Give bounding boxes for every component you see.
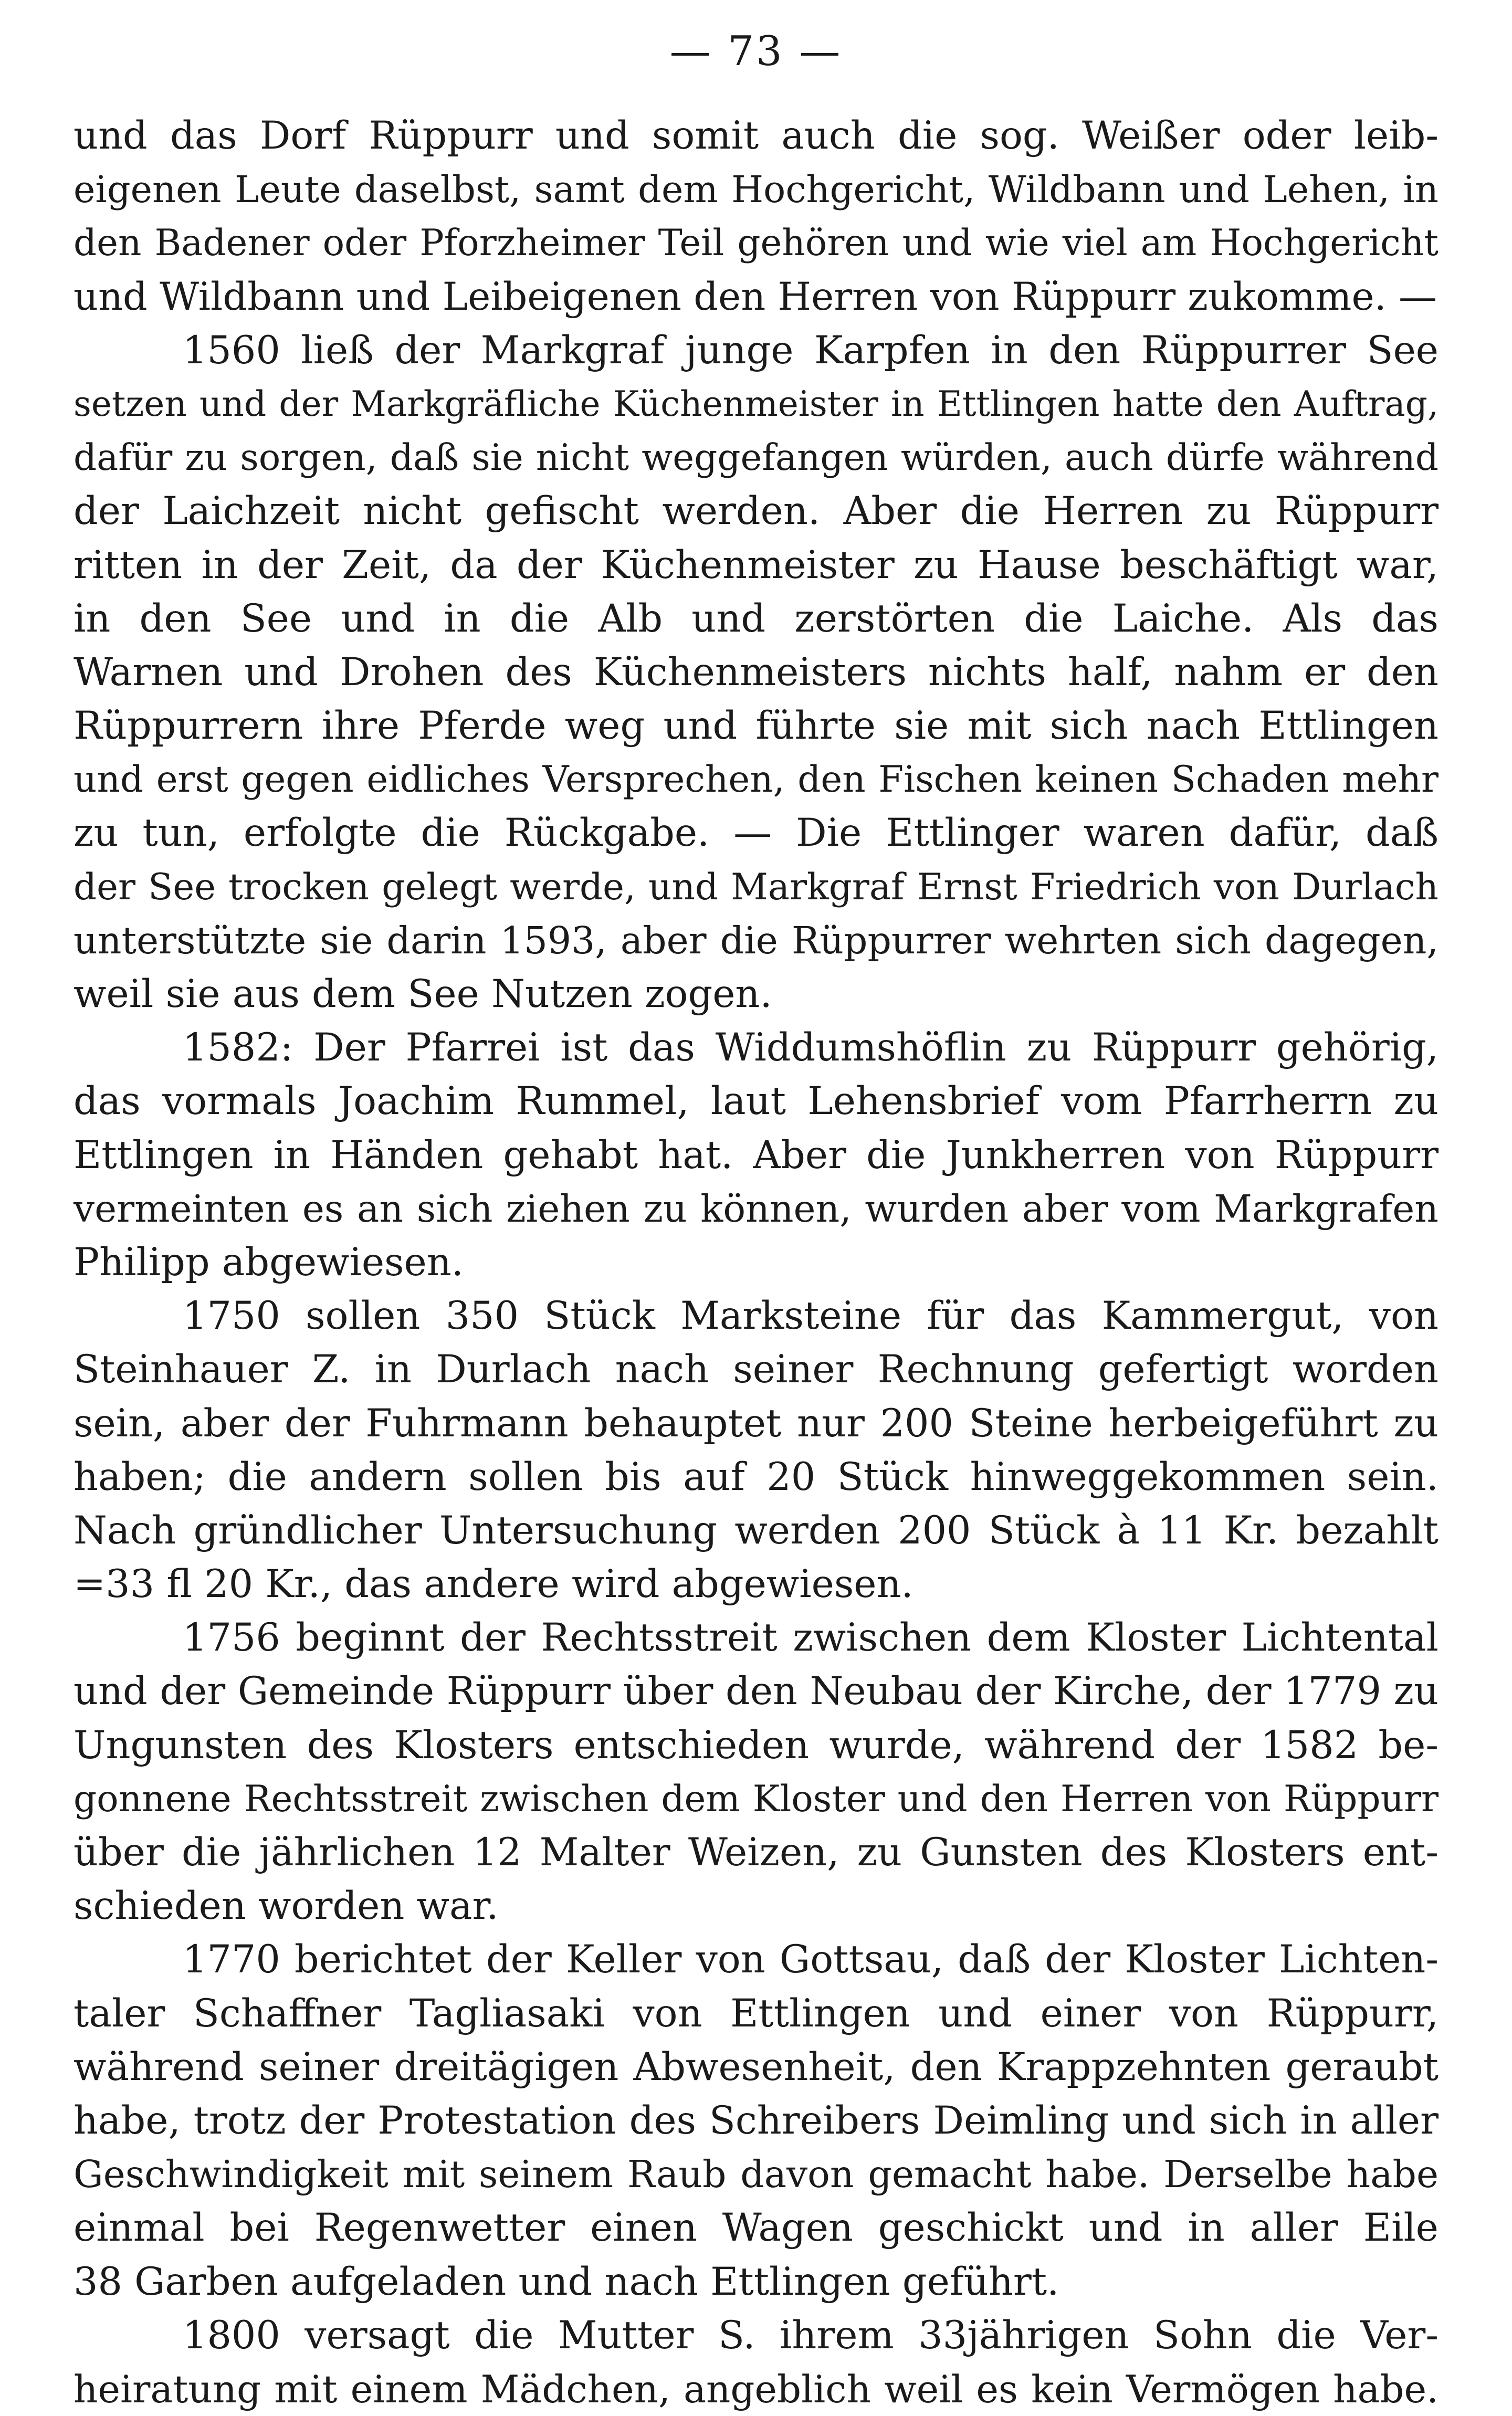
page-number: — 73 —: [669, 28, 843, 75]
body-text: [74, 109, 1438, 2416]
text-line: sein, aber der Fuhrmann behauptet nur 200 Steine herbeigeführt zu: [74, 1401, 1438, 1446]
text-line: Steinhauer Z. in Durlach nach seiner Rechnung gefertigt worden: [74, 1347, 1438, 1392]
text-line: Rüppurrern ihre Pferde weg und führte sie mit sich nach Ettlingen: [74, 703, 1438, 749]
text-line: Philipp abgewiesen.: [74, 1239, 464, 1285]
text-line: weil sie aus dem See Nutzen zogen.: [74, 972, 772, 1016]
text-line: der Laichzeit nicht gefischt werden. Aber die Herren zu Rüppurr: [74, 489, 1438, 534]
text-line: 1770 berichtet der Keller von Gottsau, daß der Kloster Lichten-: [183, 1937, 1438, 1982]
text-line: =33 fl 20 Kr., das andere wird abgewiesen.: [74, 1562, 914, 1607]
text-line: taler Schaffner Tagliasaki von Ettlingen und einer von Rüppurr,: [74, 1991, 1438, 2036]
text-line: Ungunsten des Klosters entschieden wurde, während der 1582 be-: [74, 1722, 1438, 1768]
text-line: 1756 beginnt der Rechtsstreit zwischen dem Kloster Lichtental: [183, 1615, 1438, 1661]
text-line: eigenen Leute daselbst, samt dem Hochgericht, Wildbann und Lehen, in: [74, 168, 1438, 212]
text-line: Warnen und Drohen des Küchenmeisters nichts half, nahm er den: [74, 649, 1438, 695]
text-line: in den See und in die Alb und zerstörten die Laiche. Als das: [74, 596, 1438, 641]
text-line: 38 Garben aufgeladen und nach Ettlingen geführt.: [74, 2259, 1059, 2304]
text-line: während seiner dreitägigen Abwesenheit, den Krappzehnten geraubt: [74, 2044, 1438, 2089]
text-line: 1560 ließ der Markgraf junge Karpfen in den Rüppurrer See: [183, 328, 1438, 373]
text-line: Ettlingen in Händen gehabt hat. Aber die Junkherren von Rüppurr: [74, 1132, 1438, 1178]
text-line: und erst gegen eidliches Versprechen, den Fischen keinen Schaden mehr: [74, 759, 1438, 801]
text-line: der See trocken gelegt werde, und Markgraf Ernst Friedrich von Durlach: [74, 866, 1438, 908]
text-line: 1582: Der Pfarrei ist das Widdumshöflin zu Rüppurr gehörig,: [183, 1025, 1438, 1070]
text-line: ritten in der Zeit, da der Küchenmeister zu Hause beschäftigt war,: [74, 542, 1438, 587]
text-line: Geschwindigkeit mit seinem Raub davon gemacht habe. Derselbe habe: [74, 2152, 1438, 2197]
text-line: haben; die andern sollen bis auf 20 Stück hinweggekommen sein.: [74, 1454, 1438, 1499]
text-line: einmal bei Regenwetter einen Wagen geschickt und in aller Eile: [74, 2205, 1438, 2251]
text-line: dafür zu sorgen, daß sie nicht weggefangen würden, auch dürfe während: [74, 437, 1438, 479]
text-line: Nach gründlicher Untersuchung werden 200 Stück à 11 Kr. bezahlt: [74, 1508, 1438, 1553]
text-line: und Wildbann und Leibeigenen den Herren von Rüppurr zukomme. —: [74, 274, 1437, 319]
text-line: vermeinten es an sich ziehen zu können, wurden aber vom Markgrafen: [74, 1186, 1438, 1231]
text-line: setzen und der Markgräfliche Küchenmeister in Ettlingen hatte den Auftrag,: [74, 383, 1438, 424]
text-line: heiratung mit einem Mädchen, angeblich weil es kein Vermögen habe.: [74, 2367, 1438, 2411]
text-line: gonnene Rechtsstreit zwischen dem Kloster und den Herren von Rüppurr: [74, 1778, 1438, 1820]
text-line: das vormals Joachim Rummel, laut Lehensbrief vom Pfarrherrn zu: [74, 1079, 1438, 1124]
text-line: unterstützte sie darin 1593, aber die Rüppurrer wehrten sich dagegen,: [74, 918, 1438, 962]
text-line: über die jährlichen 12 Malter Weizen, zu Gunsten des Klosters ent-: [74, 1830, 1438, 1875]
text-line: und das Dorf Rüppurr und somit auch die sog. Weißer oder leib-: [74, 113, 1438, 158]
text-line: schieden worden war.: [74, 1884, 499, 1929]
text-line: und der Gemeinde Rüppurr über den Neubau der Kirche, der 1779 zu: [74, 1669, 1438, 1714]
text-line: habe, trotz der Protestation des Schreibers Deimling und sich in aller: [74, 2098, 1438, 2143]
text-line: 1800 versagt die Mutter S. ihrem 33jährigen Sohn die Ver-: [183, 2313, 1438, 2358]
text-line: 1750 sollen 350 Stück Marksteine für das Kammergut, von: [183, 1294, 1438, 1339]
text-line: zu tun, erfolgte die Rückgabe. — Die Ettlinger waren dafür, daß: [74, 811, 1438, 856]
text-line: den Badener oder Pforzheimer Teil gehören und wie viel am Hochgericht: [74, 222, 1438, 265]
